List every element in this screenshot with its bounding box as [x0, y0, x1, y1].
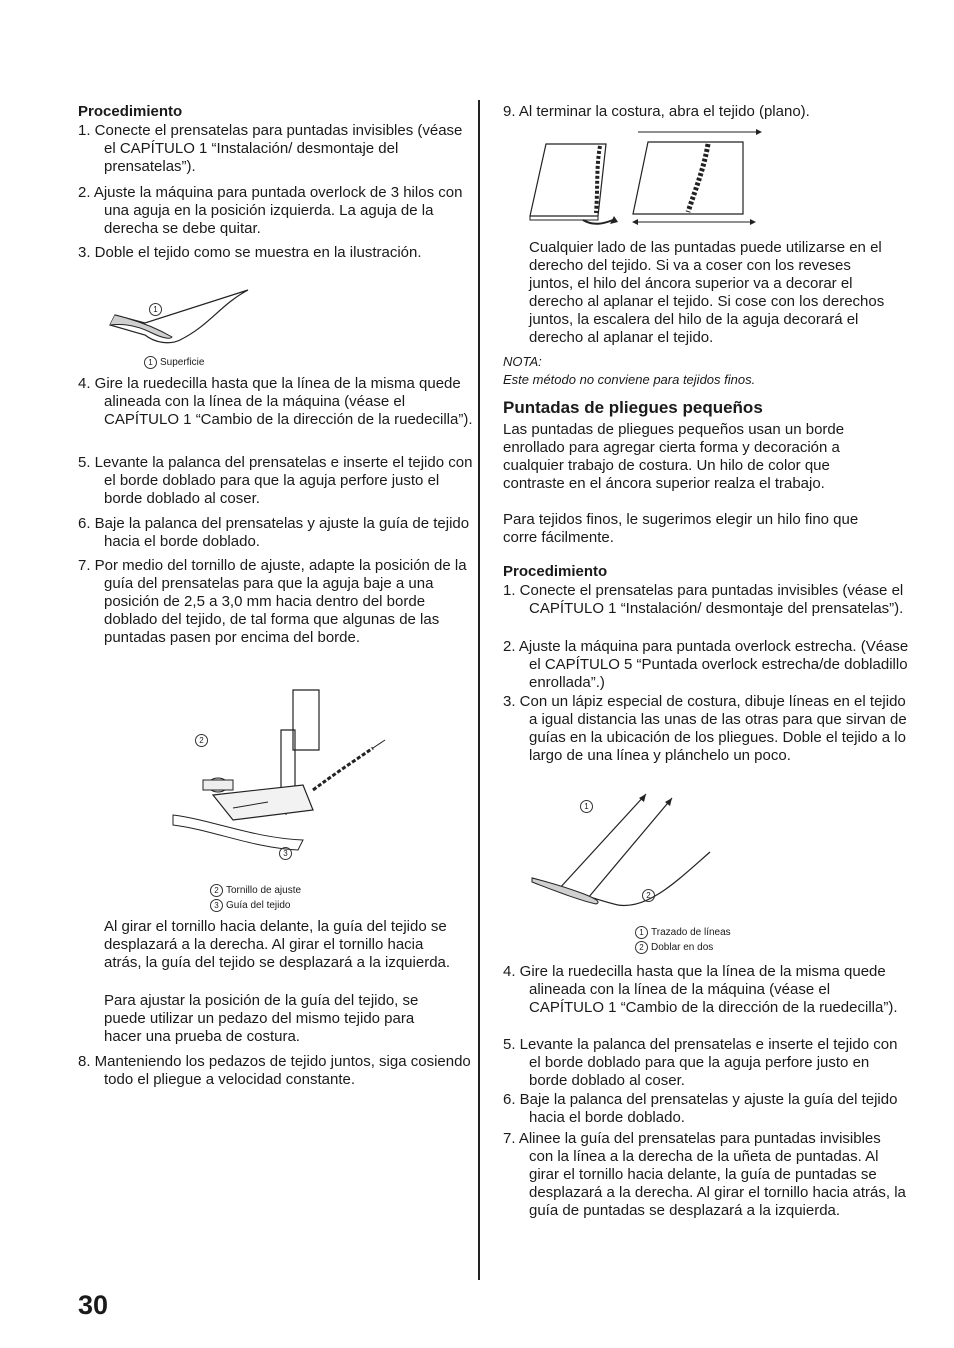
step-1: 1. Conecte el prensatelas para puntadas invisibles (véase el CAPÍTULO 1 “Instalación/ desmontaje del prensatelas”).: [78, 122, 463, 175]
caption-trazado: Trazado de líneas: [651, 927, 731, 939]
pleat-lines-illustration: [528, 790, 728, 910]
procedure-heading: Procedimiento: [78, 103, 183, 120]
right-step-5: 5. Levante la palanca del prensatelas e inserte el tejido con el borde doblado para que la aguja perfore justo en borde doblado al coser.: [503, 1036, 898, 1089]
paragraph-tornillo: Al girar el tornillo hacia delante, la guía del tejido se desplazará a la derecha. Al girar el tornillo hacia atrás, la guía del tejido se desplazará a la izquierda.: [104, 918, 451, 971]
marker-2: 2: [195, 734, 208, 747]
marker-2-right: 2: [642, 889, 655, 902]
caption-doblar: Doblar en dos: [651, 942, 714, 954]
fig3-caption-b: [635, 941, 713, 955]
paragraph-ajuste: Para ajustar la posición de la guía del tejido, se puede utilizar un pedazo del mismo tejido para hacer una prueba de costura.: [104, 992, 419, 1045]
caption-marker: 2: [210, 884, 223, 897]
marker-1: 1: [149, 303, 162, 316]
opened-fabric-illustration: [528, 128, 778, 228]
right-step-1: 1. Conecte el prensatelas para puntadas invisibles (véase el CAPÍTULO 1 “Instalación/ desmontaje del prensatelas”).: [503, 582, 904, 617]
intro-paragraph-1: Las puntadas de pliegues pequeños usan un borde enrollado para agregar cierta forma y decoración a cualquier trabajo de costura. Un hilo de color que contraste en el áncora superior realza el trabajo.: [503, 421, 845, 492]
step-9: 9. Al terminar la costura, abra el tejido (plano).: [503, 103, 810, 120]
right-step-4: 4. Gire la ruedecilla hasta que la línea de la misma quede alineada con la línea de la máquina (véase el CAPÍTULO 1 “Cambio de la dirección de la ruedecilla”).: [503, 963, 898, 1016]
procedure-heading-right: Procedimiento: [503, 563, 608, 580]
caption-marker: 2: [635, 941, 648, 954]
caption-marker: 1: [635, 926, 648, 939]
caption-tornillo: Tornillo de ajuste: [226, 885, 302, 897]
right-step-3: 3. Con un lápiz especial de costura, dibuje líneas en el tejido a igual distancia las unas de las otras para que sirvan de guías en la ubicación de los pliegues. Doble el tejido a lo largo de una línea y plánchelo un poco.: [503, 693, 907, 764]
page-number: 30: [78, 1290, 109, 1320]
caption-superficie: Superficie: [160, 357, 205, 369]
presser-foot-illustration: [173, 690, 393, 860]
fig2-caption-a: [210, 884, 301, 898]
caption-marker: 3: [210, 899, 223, 912]
note-text: Este método no conviene para tejidos finos.: [503, 372, 756, 387]
fig3-caption-a: [635, 926, 731, 940]
note-label: NOTA:: [503, 354, 542, 369]
step-3: 3. Doble el tejido como se muestra en la ilustración.: [78, 244, 422, 261]
caption-guia: Guía del tejido: [226, 900, 291, 912]
intro-paragraph-2: Para tejidos finos, le sugerimos elegir un hilo fino que corre fácilmente.: [503, 511, 859, 546]
step-7: 7. Por medio del tornillo de ajuste, adapte la posición de la guía del prensatelas para que la aguja baje a una posición de 2,5 a 3,0 mm hacia dentro del borde doblado del tejido, de tal forma que algunas de las puntadas pasen por encima del borde.: [78, 557, 467, 646]
marker-1-right: 1: [580, 800, 593, 813]
right-step-2: 2. Ajuste la máquina para puntada overlock estrecha. (Véase el CAPÍTULO 5 “Puntada overlock estrecha/de dobladillo enrollada”.): [503, 638, 909, 691]
caption-marker: 1: [144, 356, 157, 369]
column-divider: [478, 100, 480, 1280]
paragraph-sides: Cualquier lado de las puntadas puede utilizarse en el derecho del tejido. Si va a coser con los reveses juntos, el hilo del áncora superior va a decorar el derecho al aplanar el tejido. Si cose con los derechos juntos, la escalera del hilo de la aguja decorará el derecho al aplanar el tejido.: [529, 239, 885, 346]
step-2: 2. Ajuste la máquina para puntada overlock de 3 hilos con una aguja en la posición izquierda. La aguja de la derecha se debe quitar.: [78, 184, 463, 237]
section-title: Puntadas de pliegues pequeños: [503, 398, 763, 417]
fig2-caption-b: [210, 899, 291, 913]
right-step-6: 6. Baje la palanca del prensatelas y ajuste la guía del tejido hacia el borde doblado.: [503, 1091, 898, 1126]
step-5: 5. Levante la palanca del prensatelas e inserte el tejido con el borde doblado para que la aguja perfore justo el borde doblado al coser.: [78, 454, 473, 507]
step-8: 8. Manteniendo los pedazos de tejido juntos, siga cosiendo todo el pliegue a velocidad constante.: [78, 1053, 471, 1088]
step-6: 6. Baje la palanca del prensatelas y ajuste la guía de tejido hacia el borde doblado.: [78, 515, 470, 550]
folded-fabric-illustration: [100, 285, 260, 355]
fig1-caption: [144, 356, 204, 370]
marker-3: 3: [279, 847, 292, 860]
step-4: 4. Gire la ruedecilla hasta que la línea de la misma quede alineada con la línea de la máquina (véase el CAPÍTULO 1 “Cambio de la dirección de la ruedecilla”).: [78, 375, 473, 428]
right-step-7: 7. Alinee la guía del prensatelas para puntadas invisibles con la línea a la derecha de la uñeta de puntadas. Al girar el tornillo hacia delante, la guía de puntadas se desplazará a la derecha. Al girar el tornillo hacia atrás, la guía de puntadas se desplazará a la izquierda.: [503, 1130, 906, 1219]
